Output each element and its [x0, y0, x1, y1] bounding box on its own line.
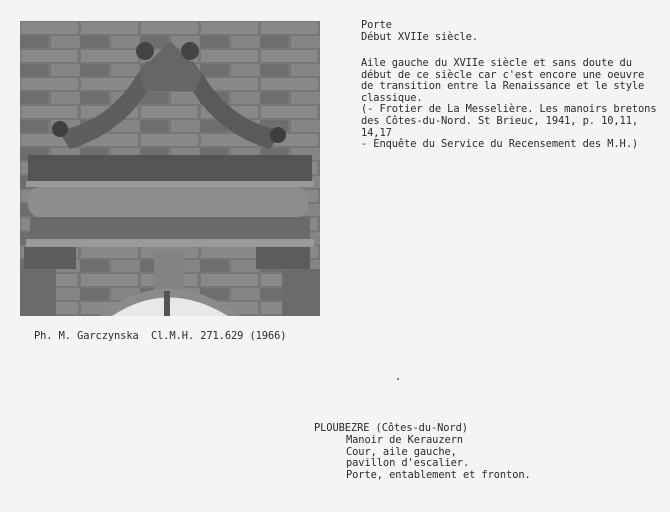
location-line: Manoir de Kerauzern [346, 434, 463, 446]
description-line: classique. [361, 91, 423, 104]
description-line: des Côtes-du-Nord. St Brieuc, 1941, p. 10,11, [361, 114, 639, 127]
location-details [346, 435, 531, 481]
object-date: Début XVIIe siècle. [361, 31, 478, 43]
description-line: de transition entre la Renaissance et le style [361, 80, 645, 93]
door-pediment-illustration [20, 21, 320, 316]
description-line: 14,17 [361, 126, 392, 139]
object-type: Porte [361, 19, 392, 31]
location-commune: PLOUBEZRE (Côtes-du-Nord) [314, 422, 468, 434]
description-line: (- Frotier de La Messelière. Les manoirs bretons [361, 103, 657, 116]
location-line: Cour, aile gauche, [346, 445, 457, 458]
description-block [361, 58, 656, 151]
description-line: Aile gauche du XVIIe siècle et sans doute du [361, 57, 632, 69]
location-line: Porte, entablement et fronton. [346, 468, 531, 481]
description-line: début de ce siècle car c'est encore une oeuvre [361, 68, 645, 81]
location-line: pavillon d'escalier. [346, 457, 470, 470]
photo-credit: Ph. M. Garczynska Cl.M.H. 271.629 (1966) [34, 330, 287, 342]
paper-speck [397, 378, 399, 380]
description-line: - Enquête du Service du Recensement des M.H.) [361, 138, 639, 151]
photograph-door-pediment [20, 21, 320, 316]
